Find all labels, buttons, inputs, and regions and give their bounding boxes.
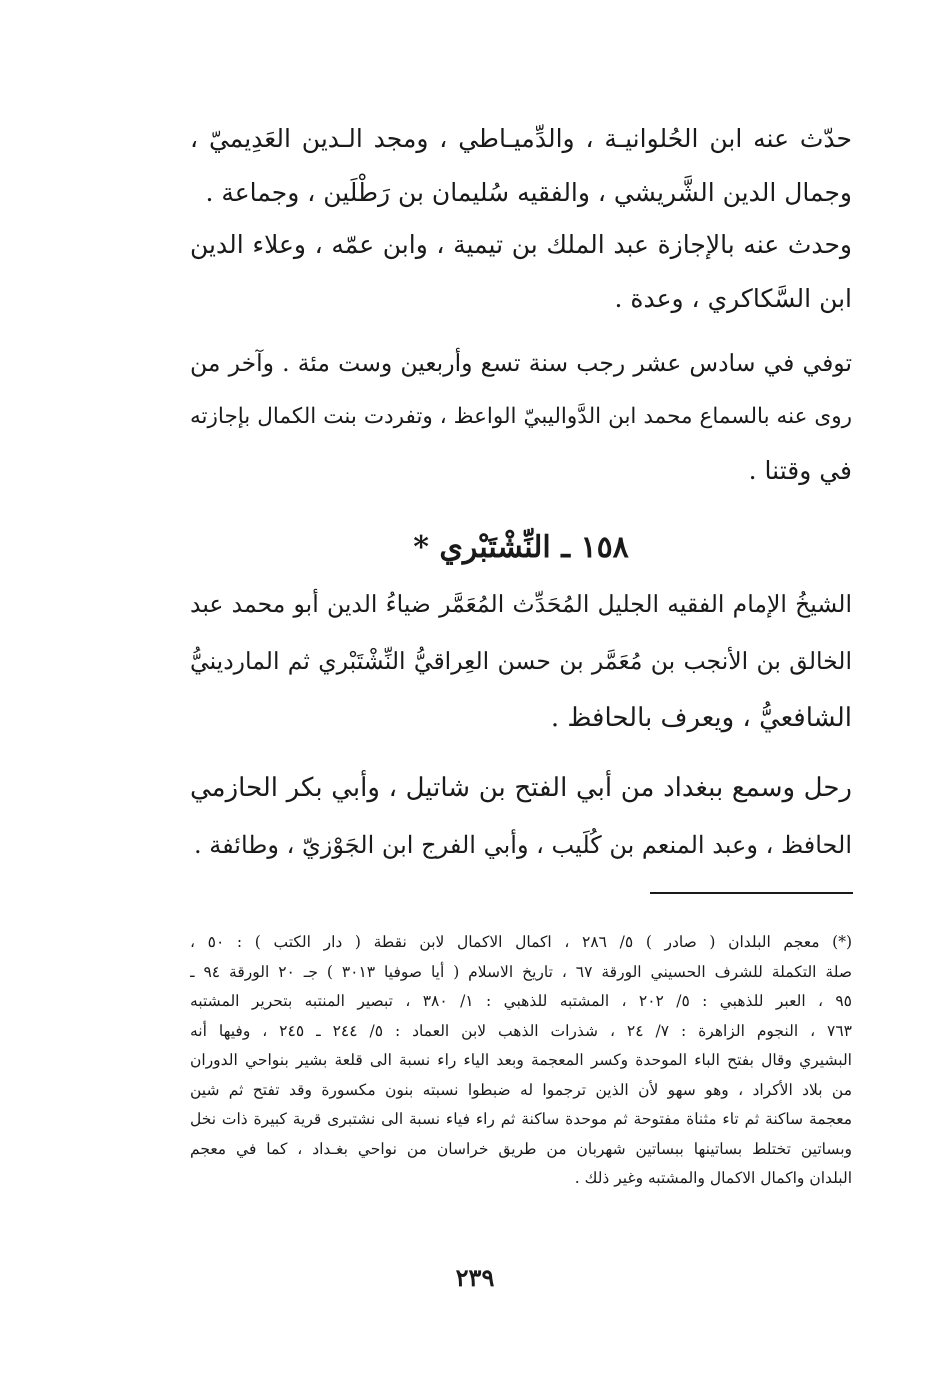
text-line: حدّث عنه ابن الحُلوانيـة ، والدِّميـاطي ، ومجد الـدين العَدِيميّ ، — [190, 124, 852, 153]
paragraph-travels — [190, 760, 852, 874]
paragraph-death — [190, 336, 852, 498]
text-line: الشافعيُّ ، ويعرف بالحافظ . — [550, 703, 852, 733]
footnote-line: البشيري وقال بفتح الباء الموحدة وكسر المعجمة وبعد الياء راء نسبة الى قلعة بشير بنواحي الدوران — [190, 1051, 852, 1069]
footnote-line: البلدان واكمال الاكمال والمشتبه وغير ذلك . — [574, 1169, 852, 1187]
footnote-line: صلة التكملة للشرف الحسيني الورقة ٦٧ ، تاريخ الاسلام ( أيا صوفيا ٣٠١٣ ) جـ ٢٠ الورقة ٩٤ ـ — [190, 962, 852, 981]
paragraph-students — [190, 112, 852, 220]
text-line: رحل وسمع ببغداد من أبي الفتح بن شاتيل ، وأبي بكر الحازمي — [190, 773, 852, 803]
footnote-divider — [650, 892, 853, 894]
text-line: روى عنه بالسماع محمد ابن الدَّواليبيّ الواعظ ، وتفردت بنت الكمال بإجازته — [190, 404, 852, 429]
footnote-line: ٧٦٣ ، النجوم الزاهرة : ٧/ ٢٤ ، شذرات الذهب لابن العماد : ٥/ ٢٤٤ ـ ٢٤٥ ، وفيها أنه — [190, 1021, 852, 1040]
text-line: الشيخُ الإمام الفقيه الجليل المُحَدِّث المُعَمَّر ضياءُ الدين أبو محمد عبد — [190, 590, 852, 618]
paragraph-biography — [190, 576, 852, 747]
text-line: وجمال الدين الشَّريشي ، والفقيه سُليمان بن رَطْلَين ، وجماعة . — [205, 178, 852, 207]
text-line: الخالق بن الأنجب بن مُعَمَّر بن حسن العِراقيُّ النِّشْتَبْري ثم الماردينيُّ — [190, 647, 852, 675]
footnotes — [190, 928, 852, 1194]
footnote-line: وبساتين تختلط بساتينها ببساتين شهربان من طريق خراسان من نواحي بغـداد ، كما في معجم — [190, 1139, 852, 1158]
text-line: الحافظ ، وعبد المنعم بن كُلَيب ، وأبي الفرج ابن الجَوْزيّ ، وطائفة . — [194, 831, 852, 859]
text-line: في وقتنا . — [748, 456, 852, 485]
page-number: ٢٣٩ — [455, 1263, 495, 1292]
footnote-line: معجمة ساكنة ثم تاء مثناة مفتوحة ثم موحدة ساكنة ثم راء فياء نسبة الى نشتبرى قرية كبيرة ذات نخل — [190, 1110, 852, 1128]
entry-heading: ١٥٨ ـ النِّشْتَبْري * — [413, 530, 629, 565]
text-line: توفي في سادس عشر رجب سنة تسع وأربعين وست مئة . وآخر من — [190, 349, 852, 377]
text-line: ابن السَّكاكري ، وعدة . — [614, 284, 852, 313]
paragraph-ijaza — [190, 218, 852, 326]
footnote-line: ٩٥ ، العبر للذهبي : ٥/ ٢٠٢ ، المشتبه للذهبي : ١/ ٣٨٠ ، تبصير المنتبه بتحرير المشتبه — [190, 992, 852, 1010]
text-line: وحدث عنه بالإجازة عبد الملك بن تيمية ، وابن عمّه ، وعلاء الدين — [190, 230, 852, 259]
footnote-line: من بلاد الأكراد ، وهو سهو لأن الذين ترجموا له ضبطوا نسبته بنون مكسورة وقد تفتح ثم شين — [190, 1080, 852, 1099]
footnote-line: (*) معجم البلدان ( صادر ) ٥/ ٢٨٦ ، اكمال الاكمال لابن نقطة ( دار الكتب ) : ٥٠ ، — [190, 933, 852, 951]
